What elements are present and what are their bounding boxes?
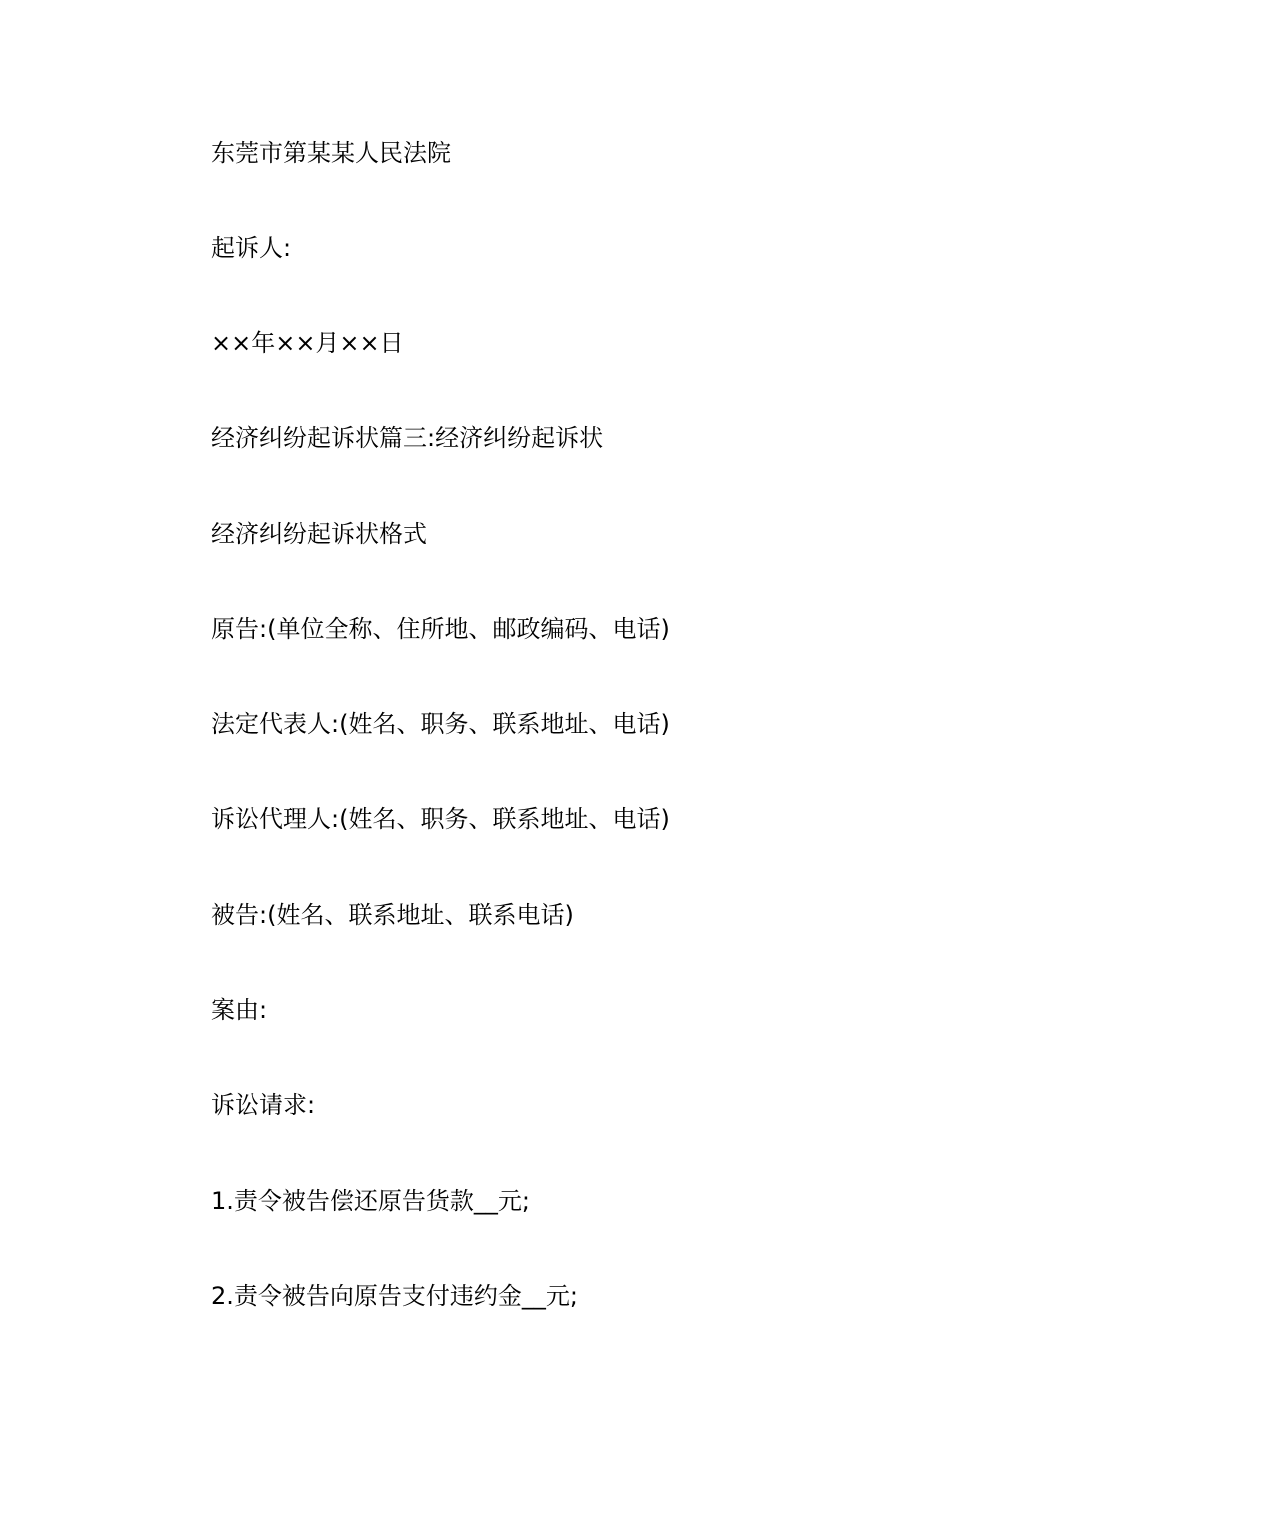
claims-heading: 诉讼请求: bbox=[211, 1091, 316, 1119]
plaintiff-info-line: 原告:(单位全称、住所地、邮政编码、电话) bbox=[211, 615, 670, 643]
claim-item-1: 1.责令被告偿还原告货款__元; bbox=[211, 1187, 530, 1215]
claim-item-2: 2.责令被告向原告支付违约金__元; bbox=[211, 1282, 578, 1310]
format-title: 经济纠纷起诉状格式 bbox=[211, 520, 427, 548]
court-name: 东莞市第某某人民法院 bbox=[211, 139, 451, 167]
legal-representative-line: 法定代表人:(姓名、职务、联系地址、电话) bbox=[211, 710, 670, 738]
defendant-line: 被告:(姓名、联系地址、联系电话) bbox=[211, 901, 574, 929]
date-line: ××年××月××日 bbox=[211, 329, 404, 357]
litigation-agent-line: 诉讼代理人:(姓名、职务、联系地址、电话) bbox=[211, 805, 670, 833]
cause-of-action-line: 案由: bbox=[211, 996, 268, 1024]
plaintiff-line: 起诉人: bbox=[211, 234, 292, 262]
section-heading: 经济纠纷起诉状篇三:经济纠纷起诉状 bbox=[211, 424, 604, 452]
